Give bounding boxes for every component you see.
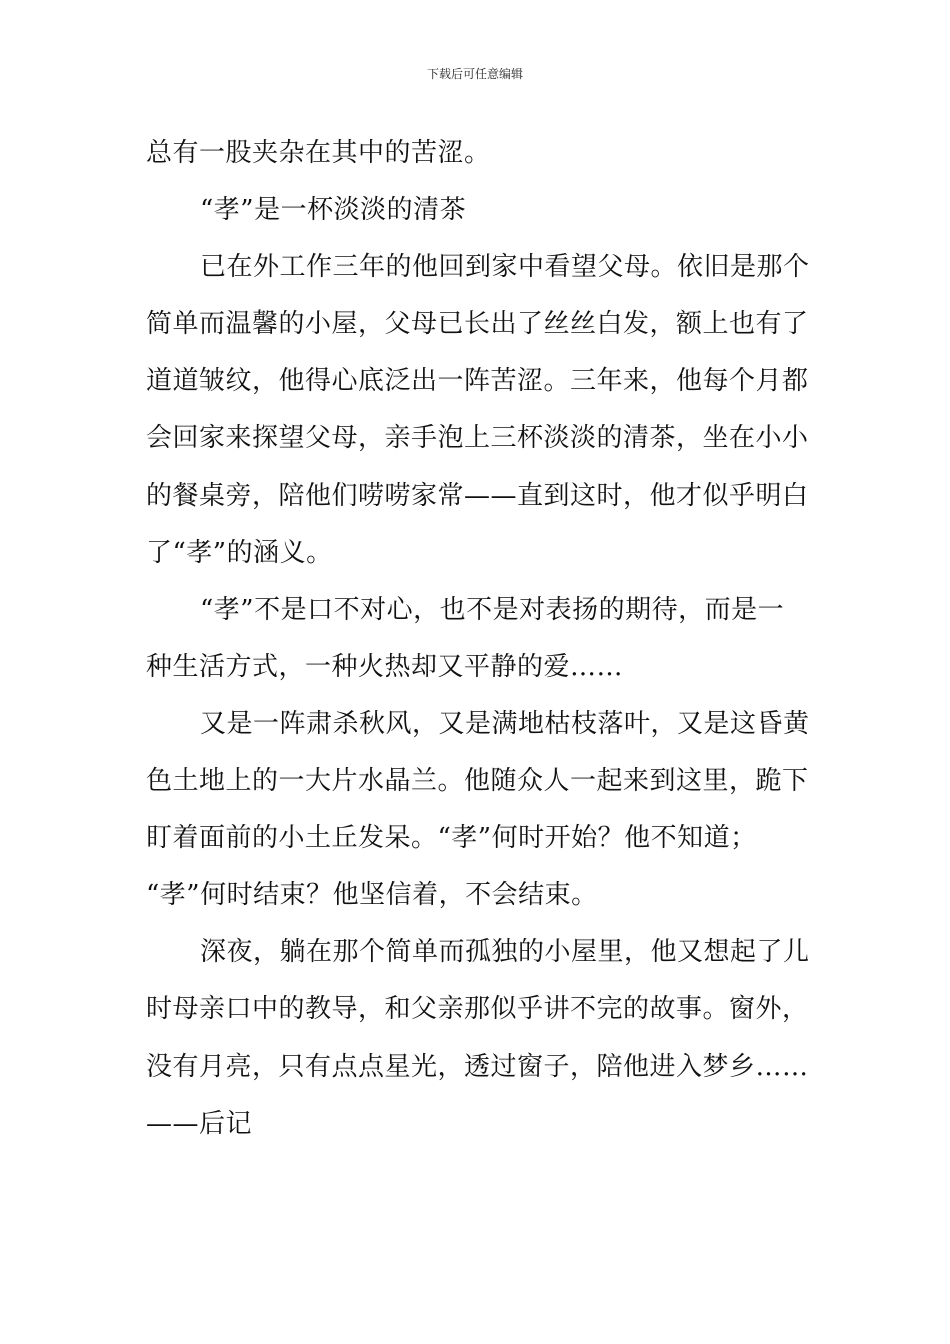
- text-line: 没有月亮，只有点点星光，透过窗子，陪他进入梦乡……: [146, 1051, 809, 1082]
- text-line: “孝”不是口不对心，也不是对表扬的期待，而是一: [200, 594, 785, 625]
- text-line: 盯着面前的小土丘发呆。“孝”何时开始？他不知道；: [146, 823, 757, 854]
- text-line: 了“孝”的涵义。: [146, 537, 333, 568]
- text-line: 已在外工作三年的他回到家中看望父母。依旧是那个: [200, 252, 810, 283]
- text-line: 色土地上的一大片水晶兰。他随众人一起来到这里，跪下: [146, 766, 809, 797]
- text-line: 的餐桌旁，陪他们唠唠家常——直到这时，他才似乎明白: [146, 480, 809, 511]
- text-line: 又是一阵肃杀秋风，又是满地枯枝落叶，又是这昏黄: [200, 708, 810, 739]
- text-line: “孝”何时结束？他坚信着，不会结束。: [146, 880, 598, 911]
- document-body: [146, 125, 810, 1153]
- section-heading: “孝”是一杯淡淡的清茶: [200, 195, 467, 226]
- text-line: 深夜，躺在那个简单而孤独的小屋里，他又想起了儿: [200, 937, 810, 968]
- text-line: 时母亲口中的教导，和父亲那似乎讲不完的故事。窗外，: [146, 994, 809, 1025]
- text-line: 简单而温馨的小屋，父母已长出了丝丝白发，额上也有了: [146, 309, 809, 340]
- text-line: 总有一股夹杂在其中的苦涩。: [146, 138, 491, 168]
- text-line: 种生活方式，一种火热却又平静的爱……: [146, 651, 624, 682]
- text-line: 会回家来探望父母，亲手泡上三杯淡淡的清茶，坐在小小: [146, 423, 809, 454]
- afterword-label: ——后记: [146, 1108, 253, 1139]
- text-line: 道道皱纹，他得心底泛出一阵苦涩。三年来，他每个月都: [146, 366, 809, 397]
- page-header: 下载后可任意编辑: [426, 67, 523, 81]
